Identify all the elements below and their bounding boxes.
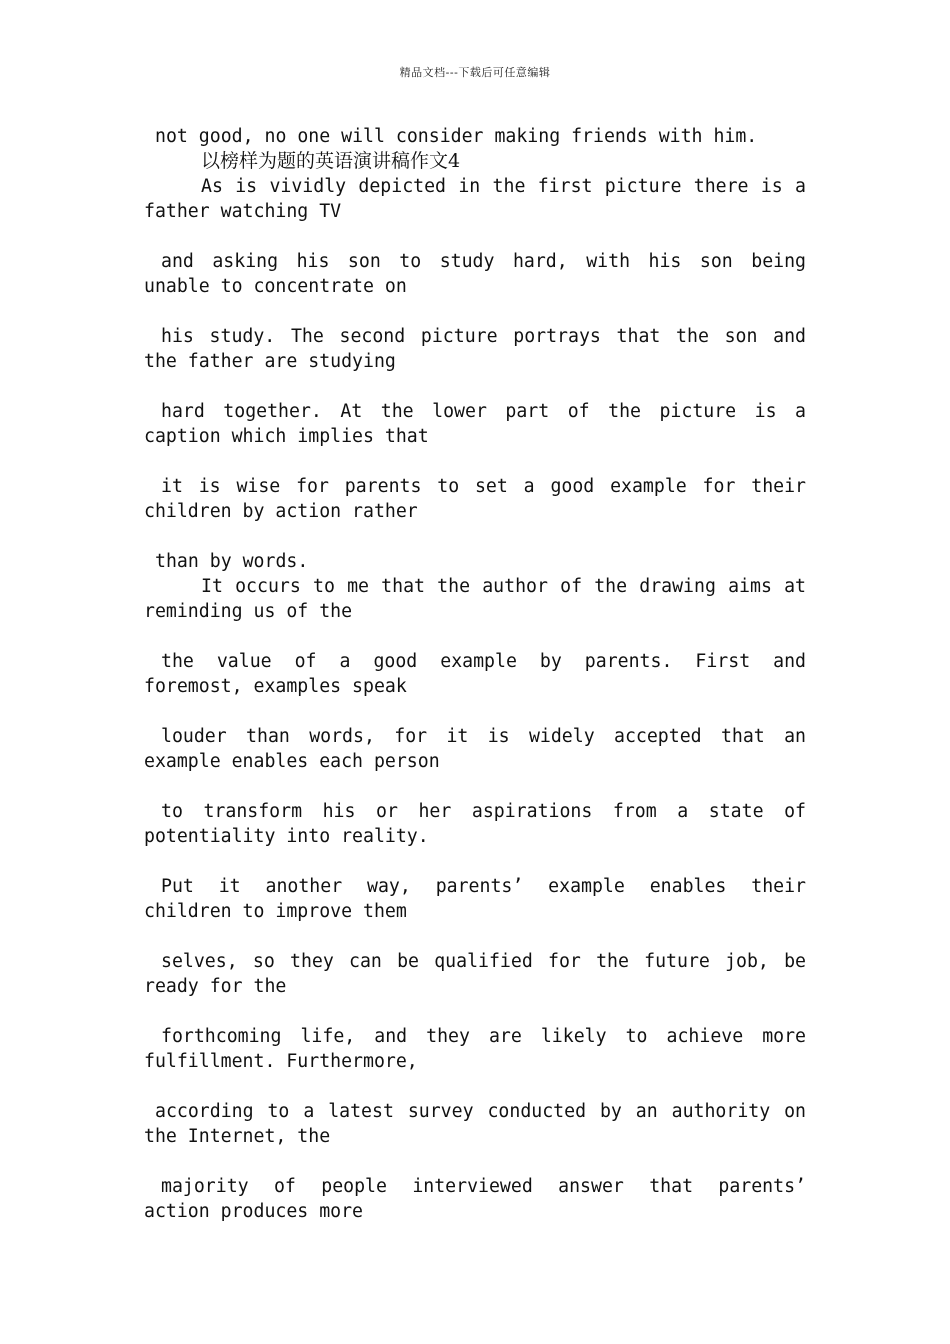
- line-gap: [144, 524, 806, 549]
- text-line: unable to concentrate on: [144, 276, 407, 297]
- text-line: Put it another way, parents’ example enables their: [161, 876, 806, 897]
- text-line: according to a latest survey conducted by an authority on: [155, 1101, 806, 1122]
- section-heading: 以榜样为题的英语演讲稿作文4: [201, 150, 461, 172]
- page-header: 精品文档---下载后可任意编辑: [399, 66, 551, 79]
- text-line: father watching TV: [144, 201, 342, 222]
- text-line: not good, no one will consider making friends with him.: [155, 126, 758, 147]
- line-gap: [144, 774, 806, 799]
- text-line: children by action rather: [144, 501, 418, 522]
- text-line: hard together. At the lower part of the picture is a: [161, 401, 806, 422]
- text-line: As is vividly depicted in the first picture there is a: [201, 176, 806, 197]
- text-line: It occurs to me that the author of the drawing aims at: [201, 576, 806, 597]
- text-line: the value of a good example by parents. First and: [161, 651, 806, 672]
- line-gap: [144, 1074, 806, 1099]
- text-line: fulfillment. Furthermore,: [144, 1051, 418, 1072]
- line-gap: [144, 849, 806, 874]
- text-line: it is wise for parents to set a good example for their: [161, 476, 806, 497]
- text-line: potentiality into reality.: [144, 826, 429, 847]
- line-gap: [144, 374, 806, 399]
- text-line: caption which implies that: [144, 426, 429, 447]
- line-gap: [144, 449, 806, 474]
- line-gap: [144, 1149, 806, 1174]
- text-line: children to improve them: [144, 901, 407, 922]
- line-gap: [144, 924, 806, 949]
- text-line: his study. The second picture portrays that the son and: [161, 326, 806, 347]
- text-line: and asking his son to study hard, with his son being: [161, 251, 806, 272]
- text-line: action produces more: [144, 1201, 363, 1222]
- text-line: forthcoming life, and they are likely to achieve more: [161, 1026, 806, 1047]
- text-line: selves, so they can be qualified for the future job, be: [161, 951, 806, 972]
- line-gap: [144, 999, 806, 1024]
- document-body: [144, 124, 806, 1224]
- text-line: than by words.: [155, 551, 309, 572]
- text-line: majority of people interviewed answer that parents’: [161, 1176, 806, 1197]
- line-gap: [144, 699, 806, 724]
- text-line: louder than words, for it is widely accepted that an: [161, 726, 806, 747]
- text-line: example enables each person: [144, 751, 440, 772]
- line-gap: [144, 624, 806, 649]
- text-line: foremost, examples speak: [144, 676, 407, 697]
- text-line: ready for the: [144, 976, 287, 997]
- text-line: the Internet, the: [144, 1126, 331, 1147]
- text-line: the father are studying: [144, 351, 396, 372]
- line-gap: [144, 224, 806, 249]
- line-gap: [144, 299, 806, 324]
- text-line: to transform his or her aspirations from a state of: [161, 801, 806, 822]
- text-line: reminding us of the: [144, 601, 353, 622]
